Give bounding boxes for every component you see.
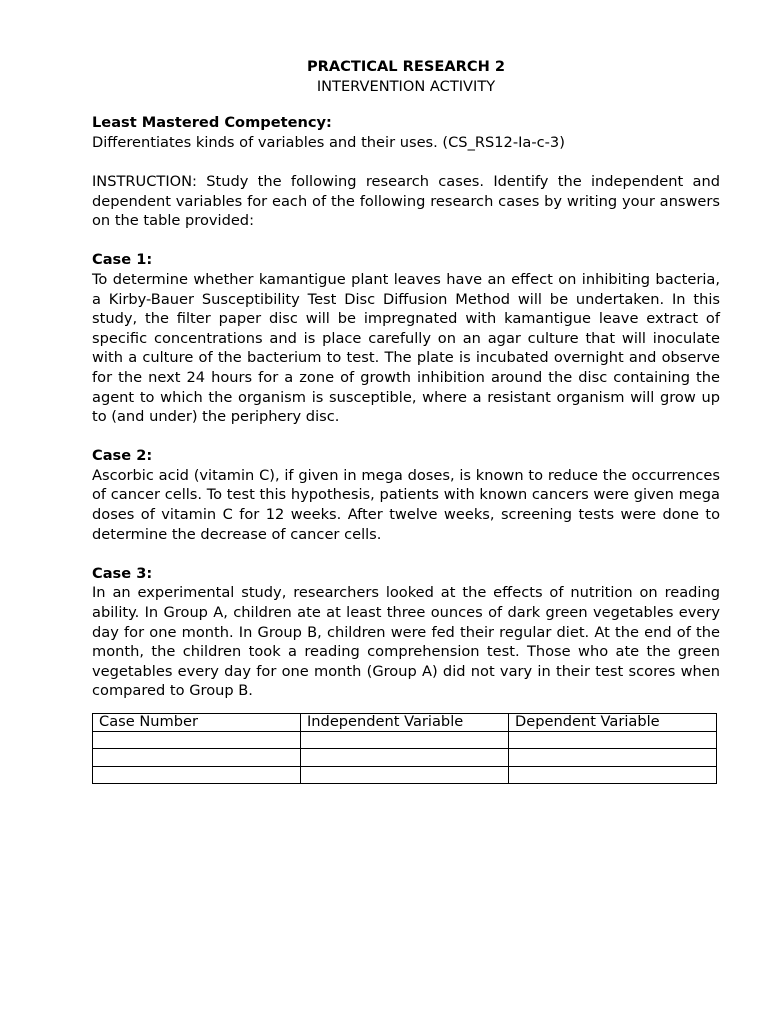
table-cell[interactable] xyxy=(93,749,301,767)
table-cell[interactable] xyxy=(301,766,509,784)
case-3-heading: Case 3: xyxy=(92,564,153,582)
case-1-heading: Case 1: xyxy=(92,251,153,269)
case-3-text: In an experimental study, researchers looked at the effects of nutrition on reading ability. In Group A, children ate at least three ounces of dark green vegetables every day for one month. In Group B, children were fed their regular diet. At the end of the month, the children took a reading comprehension test. Those who ate the green vegetables every day for one month (Group A) did not vary in their test scores when compared to Group B. xyxy=(92,584,720,700)
instruction-text: INSTRUCTION: Study the following research cases. Identify the independent and dependent variables for each of the following research cases by writing your answers on the table provided: xyxy=(92,172,720,230)
document-content xyxy=(92,57,720,784)
table-cell[interactable] xyxy=(509,766,717,784)
document-title: PRACTICAL RESEARCH 2 xyxy=(306,58,506,75)
table-cell[interactable] xyxy=(509,749,717,767)
competency-text: Differentiates kinds of variables and their uses. (CS_RS12-Ia-c-3) xyxy=(92,133,565,151)
table-cell[interactable] xyxy=(301,749,509,767)
case-2-text: Ascorbic acid (vitamin C), if given in mega doses, is known to reduce the occurrences of cancer cells. To test this hypothesis, patients with known cancers were given mega doses of vitamin C for 12 weeks. After twelve weeks, screening tests were done to determine the decrease of cancer cells. xyxy=(92,466,720,543)
table-header-row xyxy=(93,714,717,732)
table-row xyxy=(93,731,717,749)
table-row xyxy=(93,766,717,784)
table-cell[interactable] xyxy=(93,766,301,784)
case-1-text: To determine whether kamantigue plant leaves have an effect on inhibiting bacteria, a Kirby-Bauer Susceptibility Test Disc Diffusion Method will be undertaken. In this study, the filter paper disc will be impregnated with kamantigue leave extract of specific concentrations and is place carefully on an agar culture that will inoculate with a culture of the bacterium to test. The plate is incubated overnight and observe for the next 24 hours for a zone of growth inhibition around the disc containing the agent to which the organism is susceptible, where a resistant organism will grow up to (and under) the periphery disc. xyxy=(92,270,720,426)
answer-table xyxy=(92,713,717,784)
table-cell[interactable] xyxy=(509,731,717,749)
document-subtitle: INTERVENTION ACTIVITY xyxy=(316,77,496,95)
header-case-number: Case Number xyxy=(93,714,301,732)
table-cell[interactable] xyxy=(301,731,509,749)
case-2-heading: Case 2: xyxy=(92,447,153,465)
competency-heading: Least Mastered Competency: xyxy=(92,114,332,132)
table-cell[interactable] xyxy=(93,731,301,749)
table-row xyxy=(93,749,717,767)
header-dependent-variable: Dependent Variable xyxy=(509,714,717,732)
header-independent-variable: Independent Variable xyxy=(301,714,509,732)
